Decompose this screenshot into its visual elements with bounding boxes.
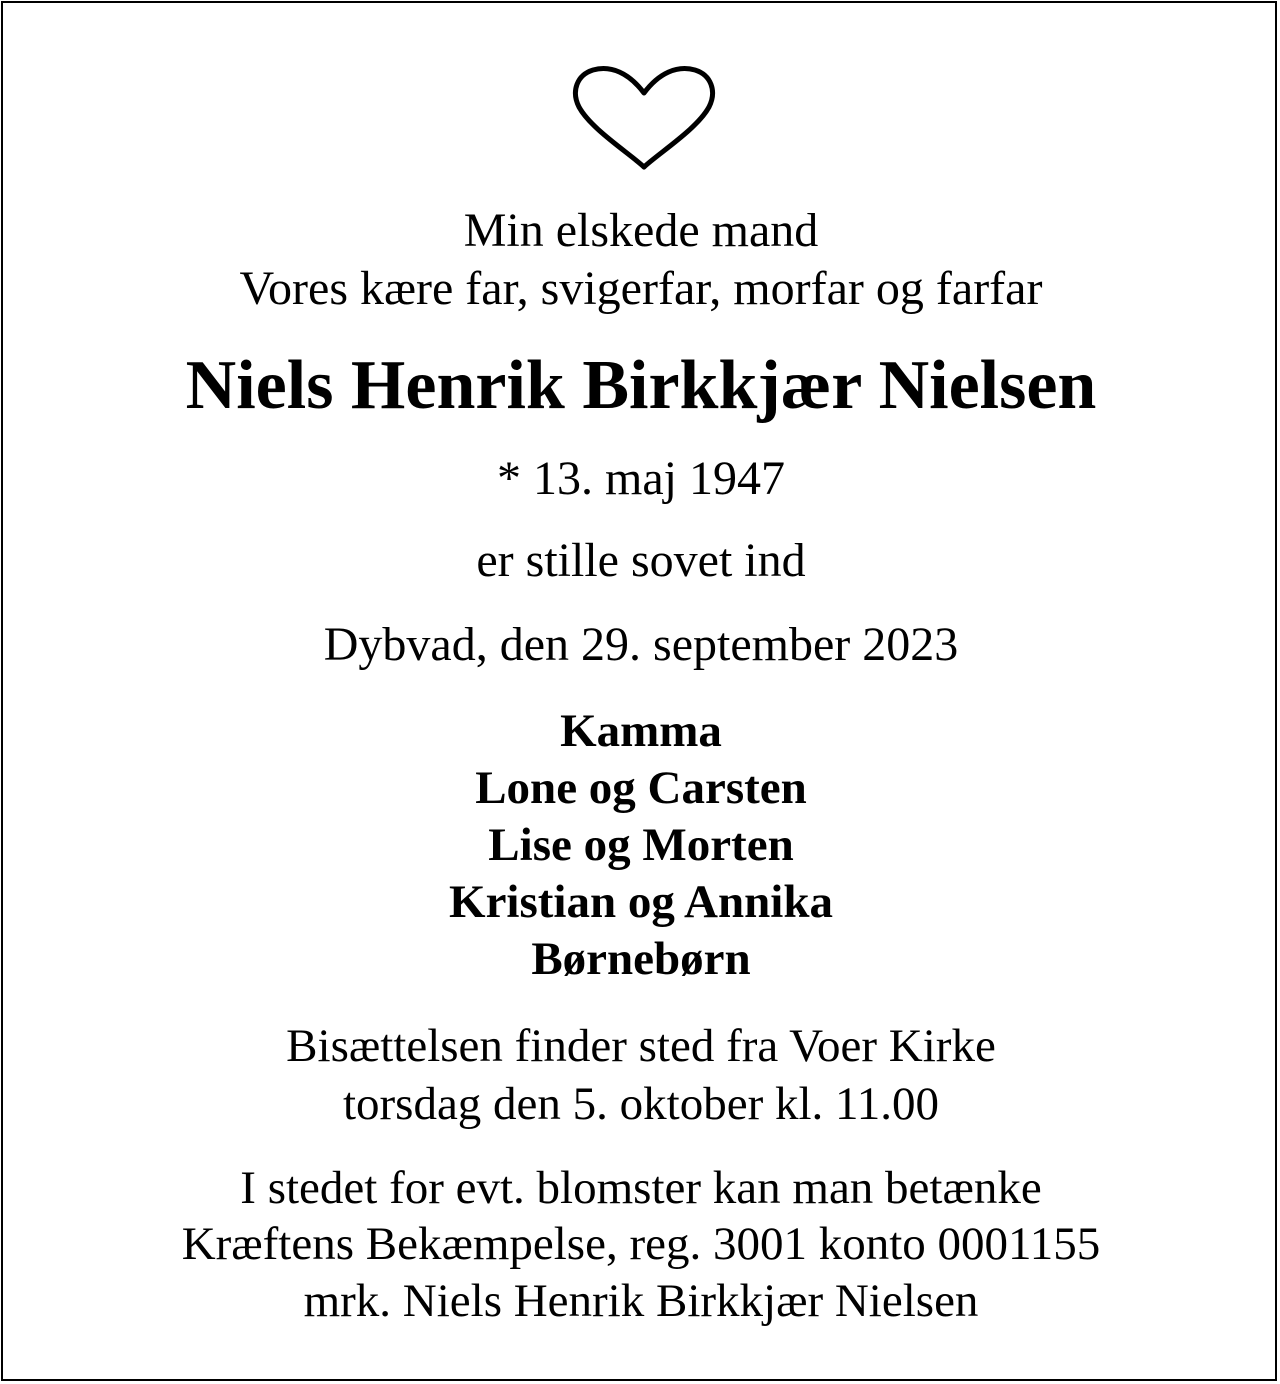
family-member: Kristian og Annika (449, 876, 833, 928)
family-member: Lone og Carsten (475, 762, 807, 814)
birth-date: * 13. maj 1947 (497, 452, 785, 505)
family-member: Børnebørn (531, 933, 751, 985)
family-member: Lise og Morten (488, 819, 794, 871)
family-member: Kamma (560, 705, 722, 757)
obituary-notice (1, 1, 1277, 1381)
deceased-name: Niels Henrik Birkkjær Nielsen (185, 347, 1097, 424)
funeral-line-2: torsdag den 5. oktober kl. 11.00 (342, 1078, 940, 1130)
intro-line-1: Min elskede mand (463, 204, 819, 257)
donation-line-3: mrk. Niels Henrik Birkkjær Nielsen (303, 1275, 979, 1327)
donation-line-2: Kræftens Bekæmpelse, reg. 3001 konto 0001155 (181, 1218, 1101, 1270)
donation-line-1: I stedet for evt. blomster kan man betænke (240, 1162, 1042, 1214)
funeral-line-1: Bisættelsen finder sted fra Voer Kirke (286, 1020, 996, 1072)
place-date: Dybvad, den 29. september 2023 (323, 618, 959, 671)
passed-text: er stille sovet ind (476, 534, 806, 587)
intro-line-2: Vores kære far, svigerfar, morfar og farfar (239, 262, 1043, 315)
heart-icon (569, 65, 719, 175)
